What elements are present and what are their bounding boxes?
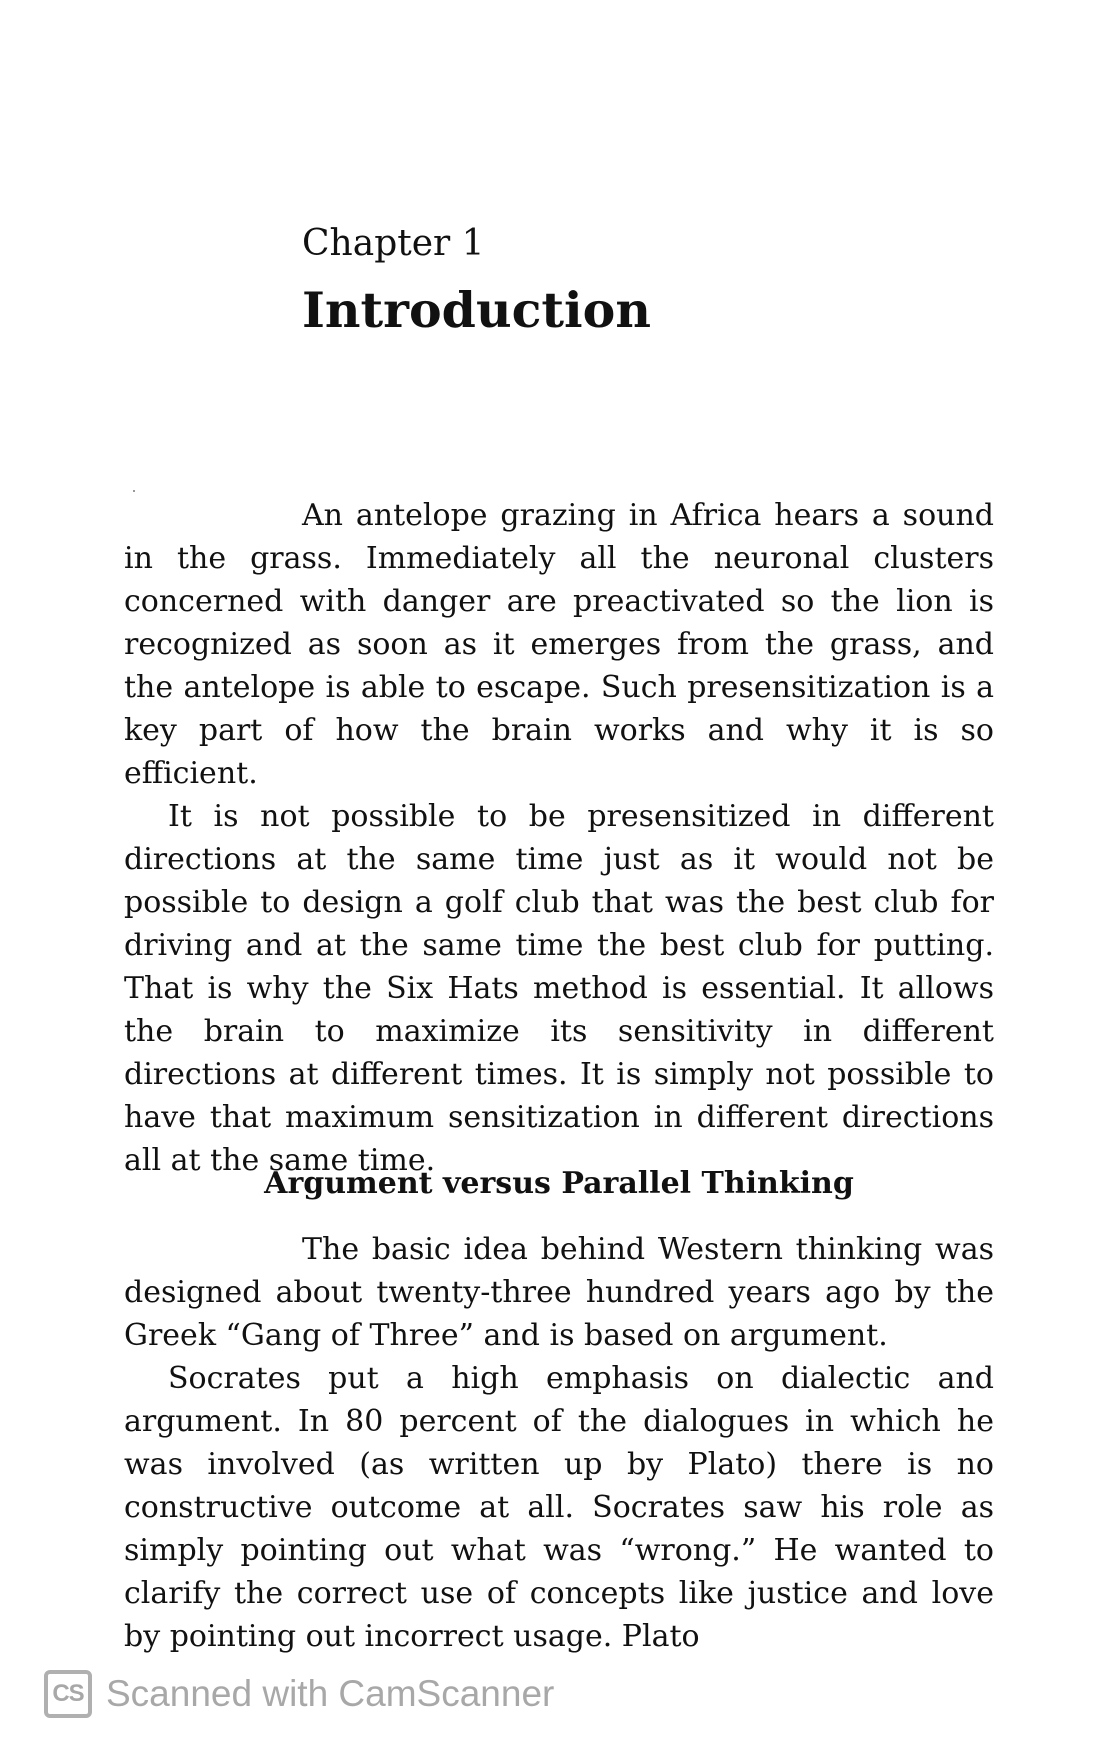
chapter-title: Introduction (302, 281, 651, 339)
watermark-text: Scanned with CamScanner (106, 1673, 555, 1714)
paragraph: The basic idea behind Western thinking was designed about twenty-three hundred years ago by the Greek “Gang of Three” and is based on argument. (124, 1232, 994, 1353)
camscanner-logo-icon: CS (44, 1670, 92, 1718)
body-section-one (124, 494, 994, 1182)
body-section-two (124, 1228, 994, 1658)
scanner-watermark (44, 1664, 554, 1724)
paragraph: An antelope grazing in Africa hears a sound in the grass. Immediately all the neuronal clusters concerned with danger are preactivated so the lion is recognized as soon as it emerges from the grass, and the antelope is able to escape. Such presensitization is a key part of how the brain works and why it is so efficient. (124, 498, 994, 791)
paragraph: Socrates put a high emphasis on dialectic and argument. In 80 percent of the dialogues in which he was involved (as written up by Plato) there is no constructive outcome at all. Socrates saw his role as simply pointing out what was “wrong.” He wanted to clarify the correct use of concepts like justice and love by pointing out incorrect usage. Plato (124, 1361, 994, 1654)
scan-speck (133, 490, 135, 492)
paragraph: It is not possible to be presensitized in different directions at the same time just as it would not be possible to design a golf club that was the best club for driving and at the same time the best club for putting. That is why the Six Hats method is essential. It allows the brain to maximize its sensitivity in different directions at different times. It is simply not possible to have that maximum sensitization in different directions all at the same time. (124, 799, 994, 1178)
chapter-label: Chapter 1 (302, 223, 485, 264)
section-heading: Argument versus Parallel Thinking (264, 1166, 854, 1201)
